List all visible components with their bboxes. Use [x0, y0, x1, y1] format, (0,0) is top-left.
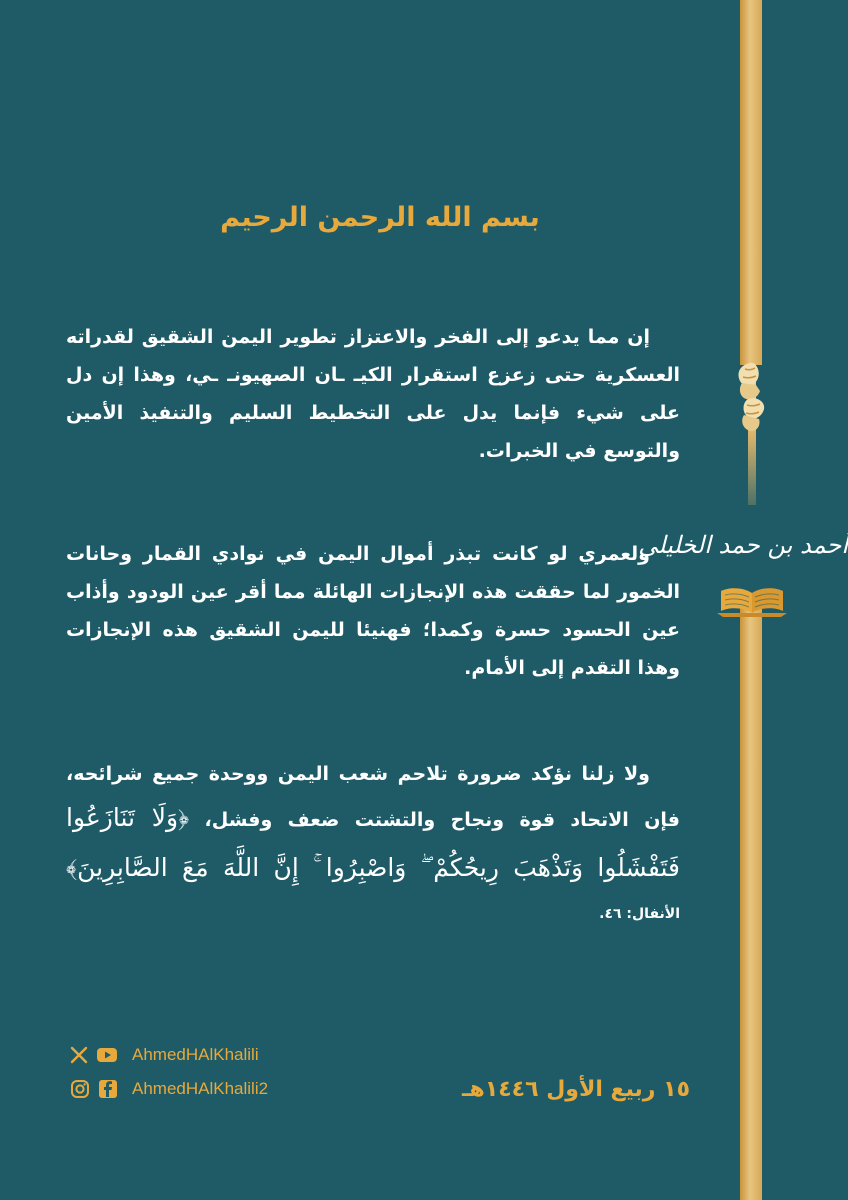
verse-reference: الأنفال: ٤٦.	[599, 906, 680, 922]
instagram-icon[interactable]	[70, 1079, 90, 1099]
page-title: بسم الله الرحمن الرحيم	[220, 202, 540, 233]
gold-ribbon-top	[740, 0, 762, 365]
paragraph-3-text: ولا زلنا نؤكد ضرورة تلاحم شعب اليمن ووحدة جميع شرائحه، فإن الاتحاد قوة ونجاح والتشتت ضعف وفشل،	[66, 763, 680, 831]
paragraph-2-text: ولعمري لو كانت تبذر أموال اليمن في نوادي القمار وحانات الخمور لما حققت هذه الإنجازات الهائلة مما أقر عين الودود وأذاب عين الحسود حسرة وكمدا؛ فهنيئا لليمن الشقيق هذه الإنجازات وهذا التقدم إلى الأمام.	[66, 543, 680, 679]
paragraph-2	[66, 535, 680, 687]
youtube-icon[interactable]	[96, 1046, 118, 1064]
social-handle-primary[interactable]: AhmedHAlKhalili	[132, 1045, 259, 1064]
hijri-date: ١٥ ربيع الأول ١٤٤٦هـ	[462, 1077, 690, 1102]
clasped-hands-icon	[730, 355, 774, 435]
social-row-secondary	[70, 1074, 268, 1104]
paragraph-1	[66, 318, 680, 470]
facebook-icon[interactable]	[98, 1079, 118, 1099]
gold-ribbon-bottom	[740, 600, 762, 1200]
signature: أحمد بن حمد الخليلي	[638, 531, 848, 559]
social-handle-secondary[interactable]: AhmedHAlKhalili2	[132, 1079, 269, 1098]
quran-verse: ﴿وَلَا تَنَازَعُوا فَتَفْشَلُوا وَتَذْهَبَ رِيحُكُمْ ۖ وَاصْبِرُوا ۚ إِنَّ اللَّهَ مَعَ الصَّابِرِينَ﴾	[66, 803, 680, 882]
social-row-primary	[70, 1040, 259, 1070]
paragraph-1-text: إن مما يدعو إلى الفخر والاعتزاز تطوير اليمن الشقيق لقدراته العسكرية حتى زعزع استقرار الكيـ ـان الصهيونـ ـي، وهذا إن دل على شيء فإنما يدل على التخطيط السليم والتنفيذ الأمين والتوسع في الخبرات.	[66, 326, 680, 462]
open-book-icon	[715, 583, 789, 619]
x-icon[interactable]	[70, 1046, 88, 1064]
paragraph-3	[66, 755, 680, 933]
